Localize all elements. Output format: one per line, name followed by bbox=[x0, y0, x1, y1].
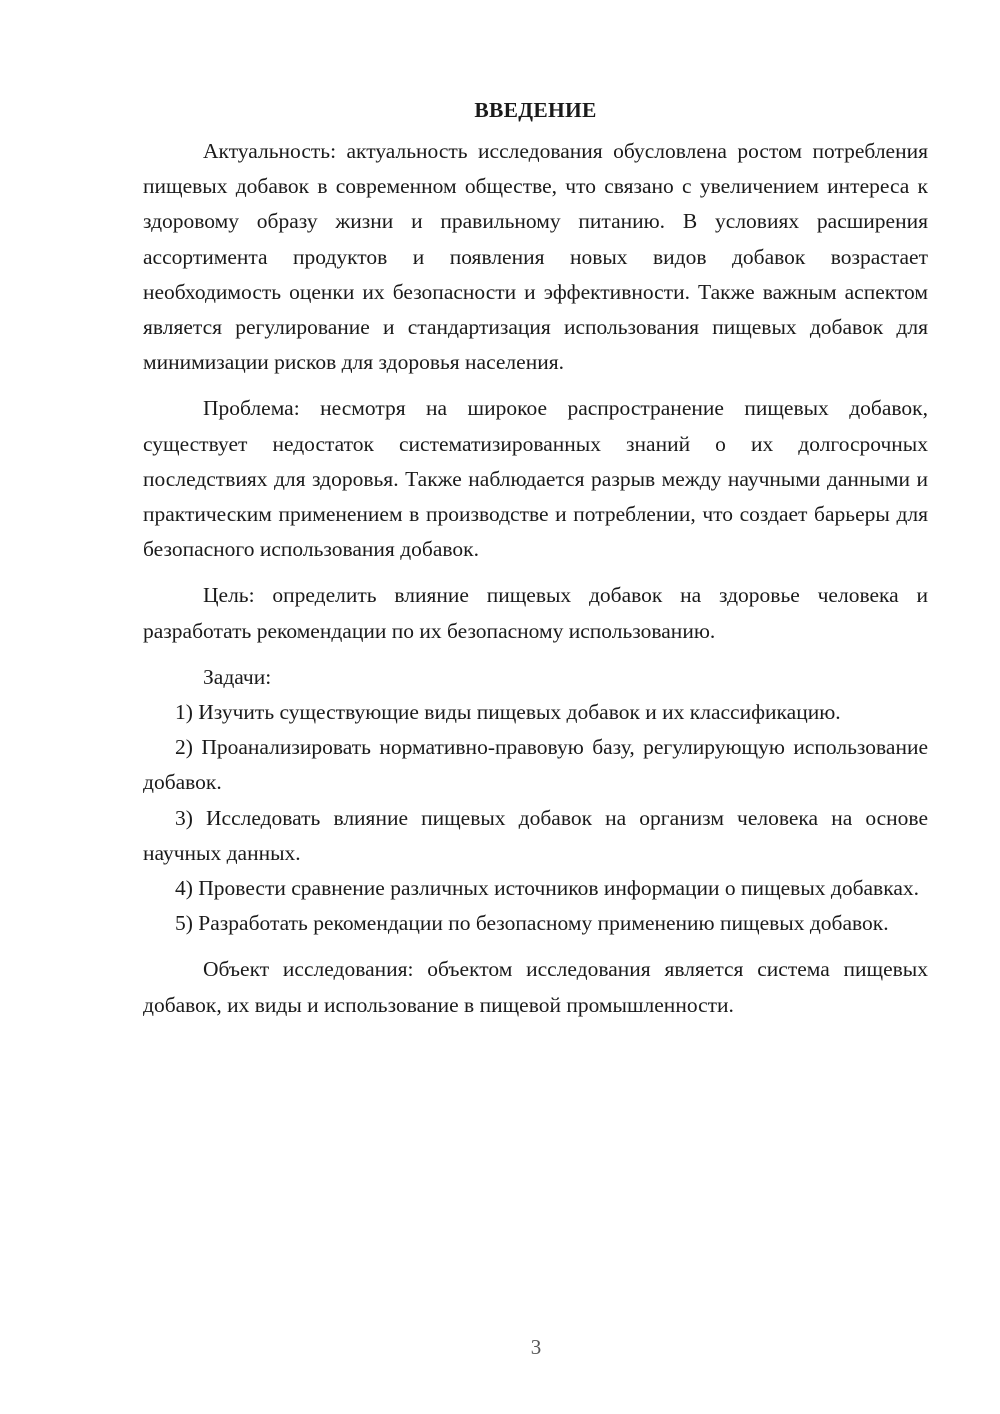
page-number: 3 bbox=[530, 1335, 542, 1359]
paragraph-goal: Цель: определить влияние пищевых добавок на здоровье человека и разработать рекомендации по их безопасному использованию. bbox=[143, 583, 928, 643]
list-item: 1) Изучить существующие виды пищевых добавок и их классификацию. bbox=[175, 700, 841, 725]
tasks-label: Задачи: bbox=[203, 664, 272, 689]
list-item: 4) Провести сравнение различных источников информации о пищевых добавках. bbox=[175, 876, 919, 901]
list-item: 2) Проанализировать нормативно-правовую базу, регулирующую использование добавок. bbox=[143, 735, 928, 795]
document-page bbox=[143, 92, 928, 1023]
paragraph-problem: Проблема: несмотря на широкое распространение пищевых добавок, существует недостаток систематизированных знаний о их долгосрочных последствиях для здоровья. Также наблюдается разрыв между научными данными и практическим применением в производстве и потреблении, что создает барьеры для безопасного использования добавок. bbox=[143, 396, 928, 562]
section-heading: ВВЕДЕНИЕ bbox=[474, 98, 597, 122]
tasks-list bbox=[143, 695, 928, 941]
paragraph-relevance: Актуальность: актуальность исследования обусловлена ростом потребления пищевых добавок в современном обществе, что связано с увеличением интереса к здоровому образу жизни и правильному питанию. В условиях расширения ассортимента продуктов и появления новых видов добавок возрастает необходимость оценки их безопасности и эффективности. Также важным аспектом является регулирование и стандартизация использования пищевых добавок для минимизации рисков для здоровья населения. bbox=[143, 139, 928, 375]
list-item: 5) Разработать рекомендации по безопасному применению пищевых добавок. bbox=[175, 911, 889, 936]
list-item: 3) Исследовать влияние пищевых добавок на организм человека на основе научных данных. bbox=[143, 805, 928, 865]
paragraph-object: Объект исследования: объектом исследования является система пищевых добавок, их виды и использование в пищевой промышленности. bbox=[143, 957, 928, 1017]
